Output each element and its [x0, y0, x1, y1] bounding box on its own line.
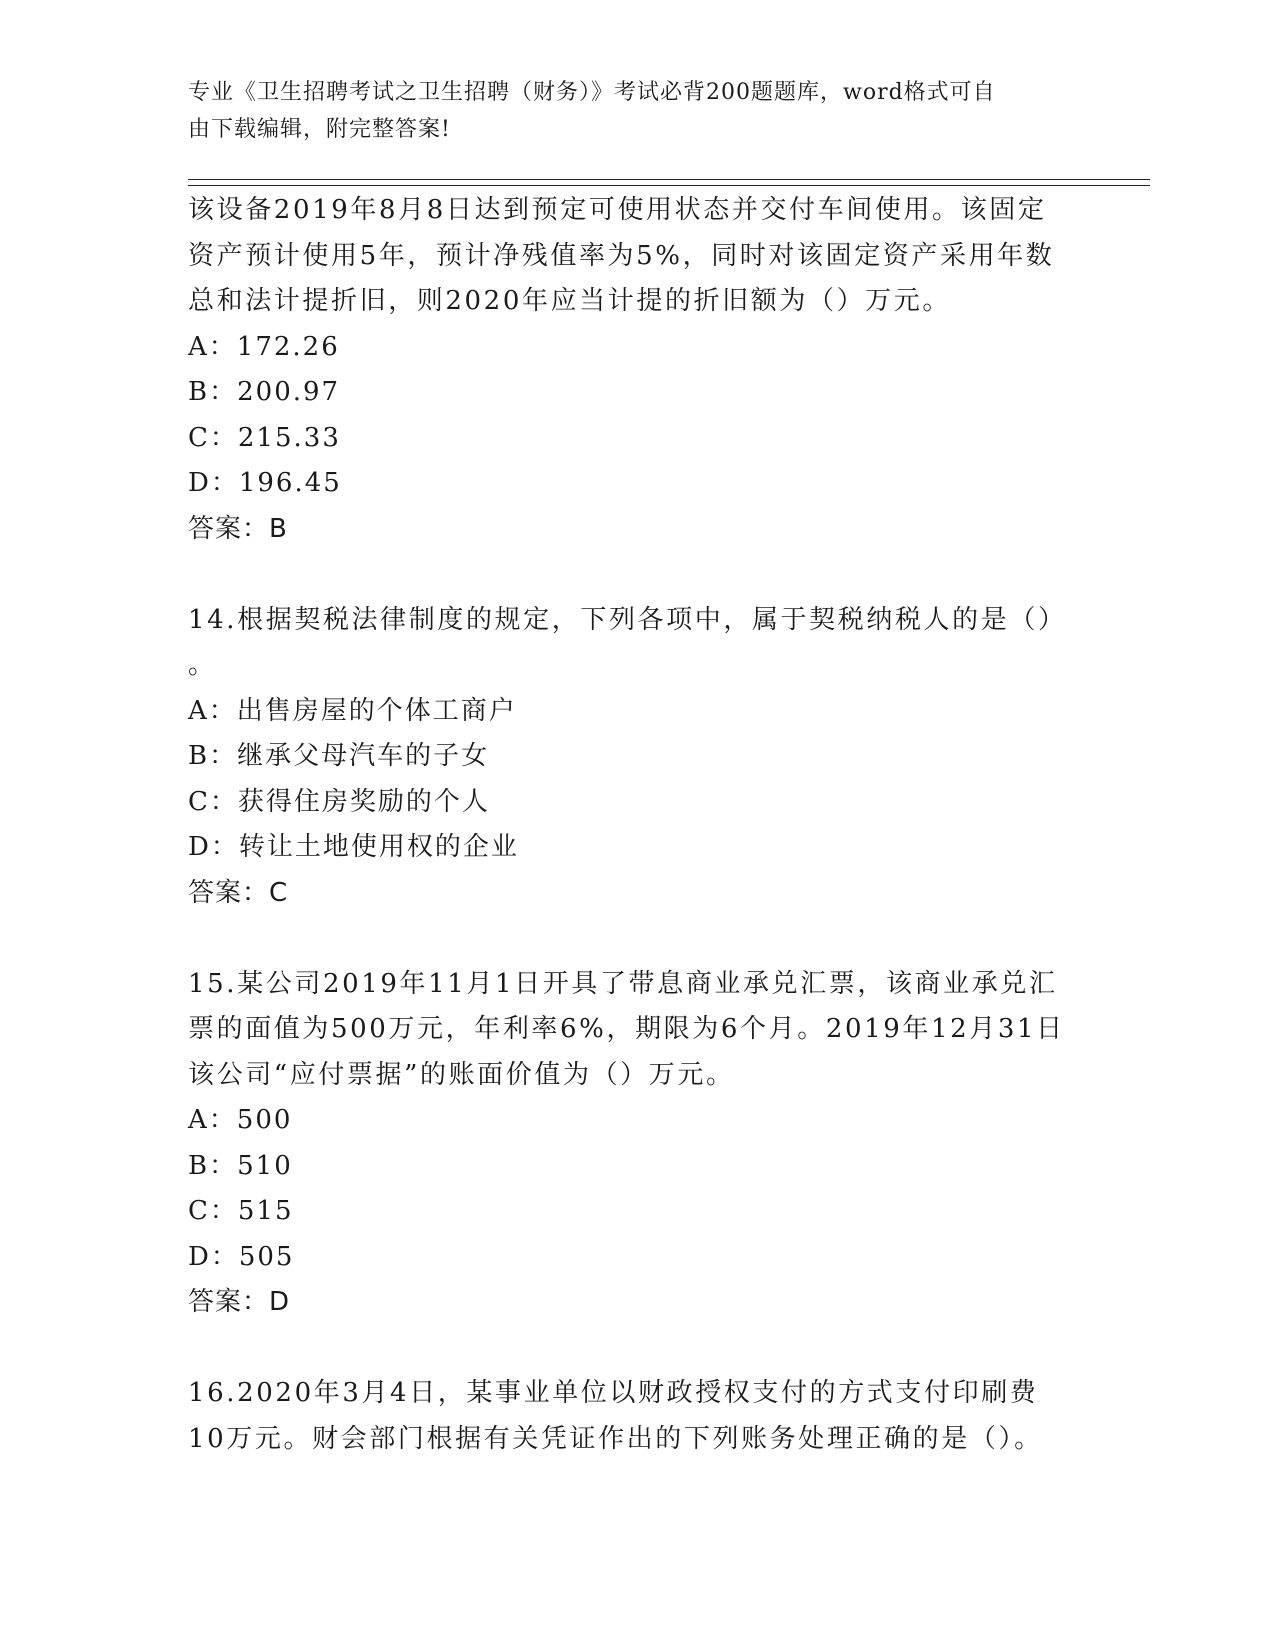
header-line-1: 专业《卫生招聘考试之卫生招聘（财务）》考试必背200题题库，word格式可自 [188, 80, 996, 105]
document-header [188, 74, 1068, 148]
question-14-option-c: C：获得住房奖励的个人 [188, 786, 490, 817]
question-15-answer: 答案：D [188, 1287, 291, 1317]
question-15-option-d: D：505 [188, 1241, 295, 1272]
question-13 [188, 188, 1088, 552]
question-14-line-2: 。 [188, 650, 217, 680]
question-15 [188, 962, 1088, 1326]
question-14-line-1: 14.根据契税法律制度的规定，下列各项中，属于契税纳税人的是（） [188, 604, 1067, 635]
question-13-option-b: B：200.97 [188, 377, 341, 407]
question-13-answer: 答案：B [188, 513, 288, 544]
header-line-2: 由下载编辑，附完整答案! [188, 117, 451, 142]
question-list [188, 188, 1088, 1462]
question-16-line-1: 16.2020年3月4日，某事业单位以财政授权支付的方式支付印刷费 [188, 1378, 1039, 1408]
question-13-line-2: 资产预计使用5年，预计净残值率为5%，同时对该固定资产采用年数 [188, 240, 1055, 271]
spacer [188, 552, 1088, 598]
spacer [188, 1326, 1088, 1372]
question-15-option-b: B：510 [188, 1150, 293, 1181]
question-15-option-a: A：500 [188, 1105, 293, 1135]
question-15-option-c: C：515 [188, 1196, 294, 1226]
question-13-option-c: C：215.33 [188, 422, 341, 453]
question-14-answer: 答案：C [188, 877, 289, 908]
question-15-line-3: 该公司“应付票据”的账面价值为（）万元。 [188, 1059, 735, 1090]
question-14-option-a: A：出售房屋的个体工商户 [188, 695, 517, 726]
header-divider-top [188, 179, 1150, 180]
question-14-option-b: B：继承父母汽车的子女 [188, 741, 490, 771]
question-16-line-2: 10万元。财会部门根据有关凭证作出的下列账务处理正确的是（）。 [188, 1423, 1043, 1454]
spacer [188, 916, 1088, 962]
question-13-option-a: A：172.26 [188, 331, 340, 362]
header-divider-bottom [188, 185, 1150, 186]
question-14-option-d: D：转让土地使用权的企业 [188, 832, 519, 862]
question-13-option-d: D：196.45 [188, 468, 342, 498]
question-16 [188, 1371, 1088, 1462]
question-13-line-3: 总和法计提折旧，则2020年应当计提的折旧额为（）万元。 [188, 286, 951, 316]
question-15-line-1: 15.某公司2019年11月1日开具了带息商业承兑汇票，该商业承兑汇 [188, 968, 1058, 999]
question-13-line-1: 该设备2019年8月8日达到预定可使用状态并交付车间使用。该固定 [188, 195, 1047, 225]
question-14 [188, 598, 1088, 917]
question-15-line-2: 票的面值为500万元，年利率6%，期限为6个月。2019年12月31日 [188, 1014, 1065, 1044]
